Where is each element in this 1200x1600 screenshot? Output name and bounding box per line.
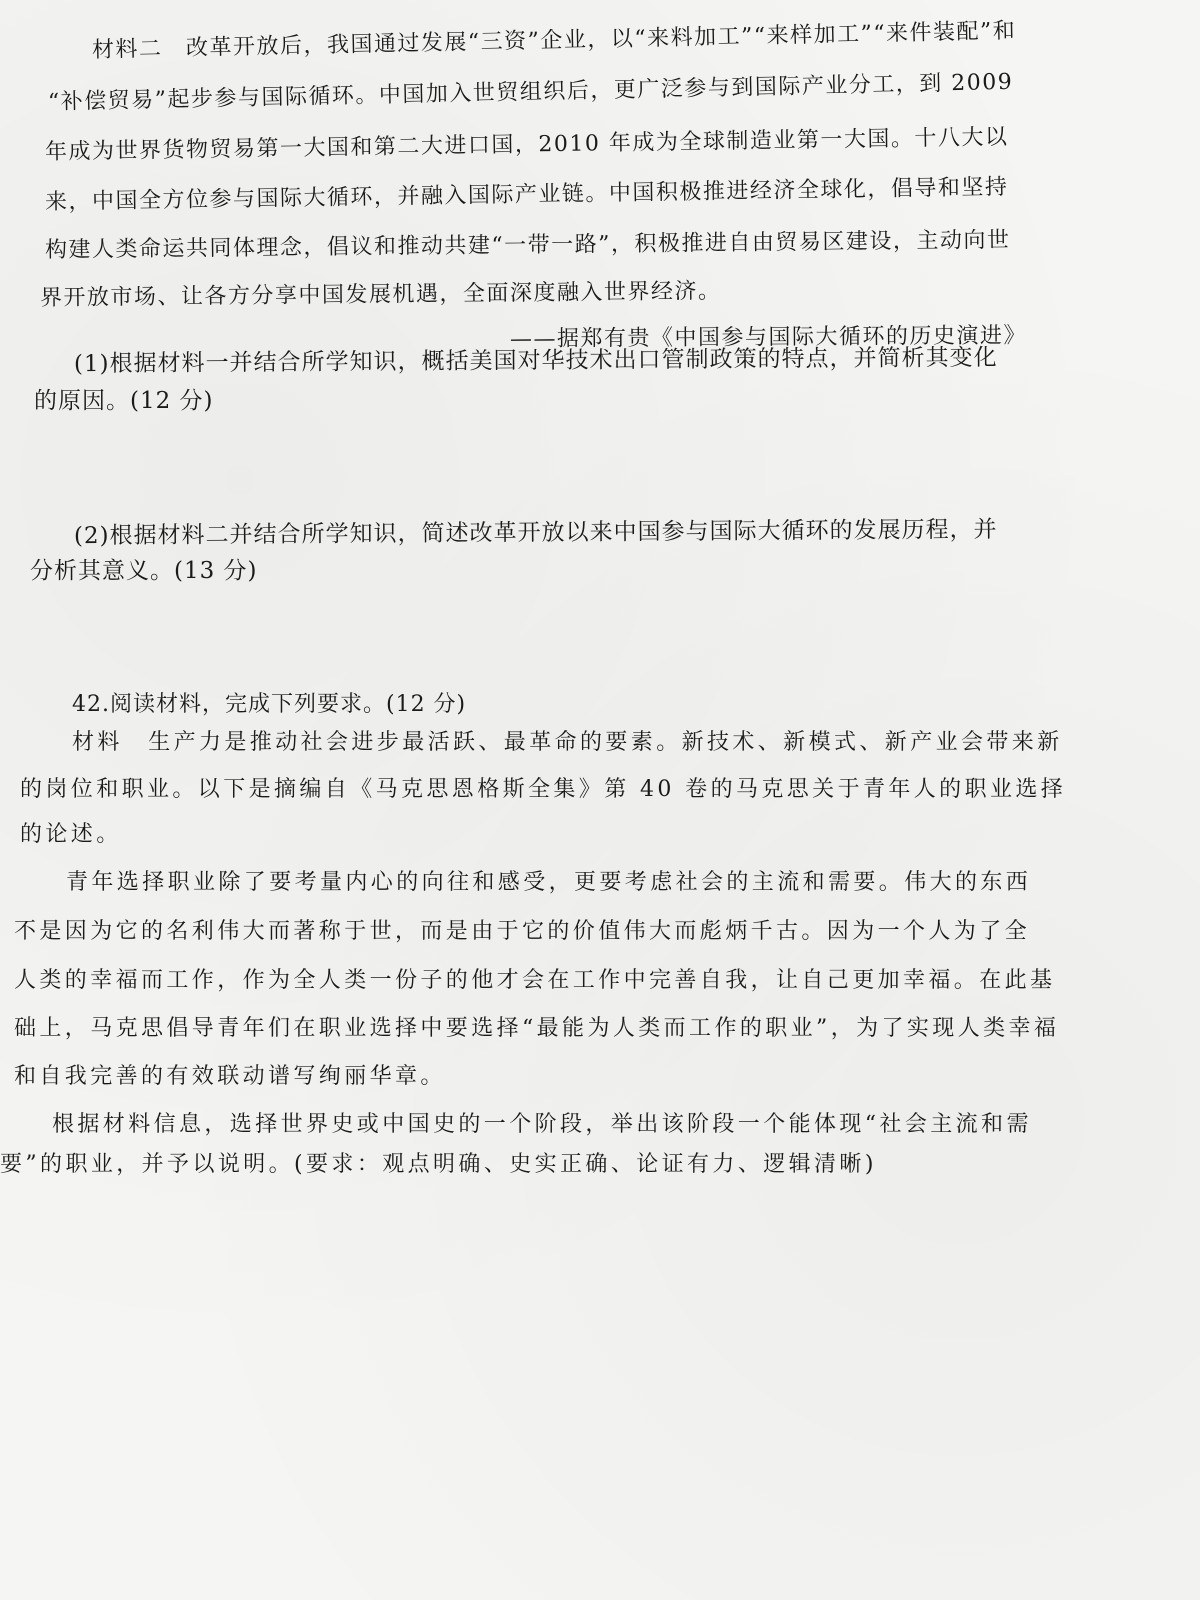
material-two-line: 年成为世界货物贸易第一大国和第二大进口国，2010 年成为全球制造业第一大国。十八大以 xyxy=(44,124,1009,165)
material-two-line: 构建人类命运共同体理念，倡议和推动共建“一带一路”，积极推进自由贸易区建设，主动向世 xyxy=(44,227,1011,263)
material-two-line: 来，中国全方位参与国际大循环，并融入国际产业链。中国积极推进经济全球化，倡导和坚持 xyxy=(44,174,1009,215)
question-two-line: 分析其意义。(13 分) xyxy=(30,558,258,584)
material-two-line: “补偿贸易”起步参与国际循环。中国加入世贸组织后，更广泛参与到国际产业分工，到 2009 xyxy=(47,69,1014,115)
quote-line: 不是因为它的名利伟大而著称于世，而是由于它的价值伟大而彪炳千古。因为一个人为了全 xyxy=(14,919,1031,944)
material-line: 的论述。 xyxy=(20,822,122,847)
quote-line: 和自我完善的有效联动谱写绚丽华章。 xyxy=(14,1064,446,1089)
quote-line: 青年选择职业除了要考量内心的向往和感受，更要考虑社会的主流和需要。伟大的东西 xyxy=(66,870,1032,895)
quote-line: 础上，马克思倡导青年们在职业选择中要选择“最能为人类而工作的职业”，为了实现人类幸福 xyxy=(14,1016,1060,1041)
material-two-source: ——据郑有贵《中国参与国际大循环的历史演进》 xyxy=(509,323,1028,352)
question-42-header: 42.阅读材料，完成下列要求。(12 分) xyxy=(72,692,467,717)
task-line: 要”的职业，并予以说明。(要求：观点明确、史实正确、论证有力、逻辑清晰) xyxy=(0,1152,877,1177)
material-two-line: 界开放市场、让各方分享中国发展机遇，全面深度融入世界经济。 xyxy=(39,278,722,311)
question-one-line: 的原因。(12 分) xyxy=(34,388,214,414)
question-two-line: (2)根据材料二并结合所学知识，简述改革开放以来中国参与国际大循环的发展历程，并 xyxy=(73,516,998,550)
material-two-line: 材料二 改革开放后，我国通过发展“三资”企业，以“来料加工”“来样加工”“来件装配”和 xyxy=(91,18,1017,63)
material-line: 材料 生产力是推动社会进步最活跃、最革命的要素。新技术、新模式、新产业会带来新 xyxy=(72,730,1063,755)
question-one-line: (1)根据材料一并结合所学知识，概括美国对华技术出口管制政策的特点，并简析其变化 xyxy=(73,344,998,378)
task-line: 根据材料信息，选择世界史或中国史的一个阶段，举出该阶段一个能体现“社会主流和需 xyxy=(52,1112,1032,1137)
quote-line: 人类的幸福而工作，作为全人类一份子的他才会在工作中完善自我，让自己更加幸福。在此基 xyxy=(14,968,1056,993)
material-line: 的岗位和职业。以下是摘编自《马克思恩格斯全集》第 40 卷的马克思关于青年人的职业选择 xyxy=(20,777,1067,802)
